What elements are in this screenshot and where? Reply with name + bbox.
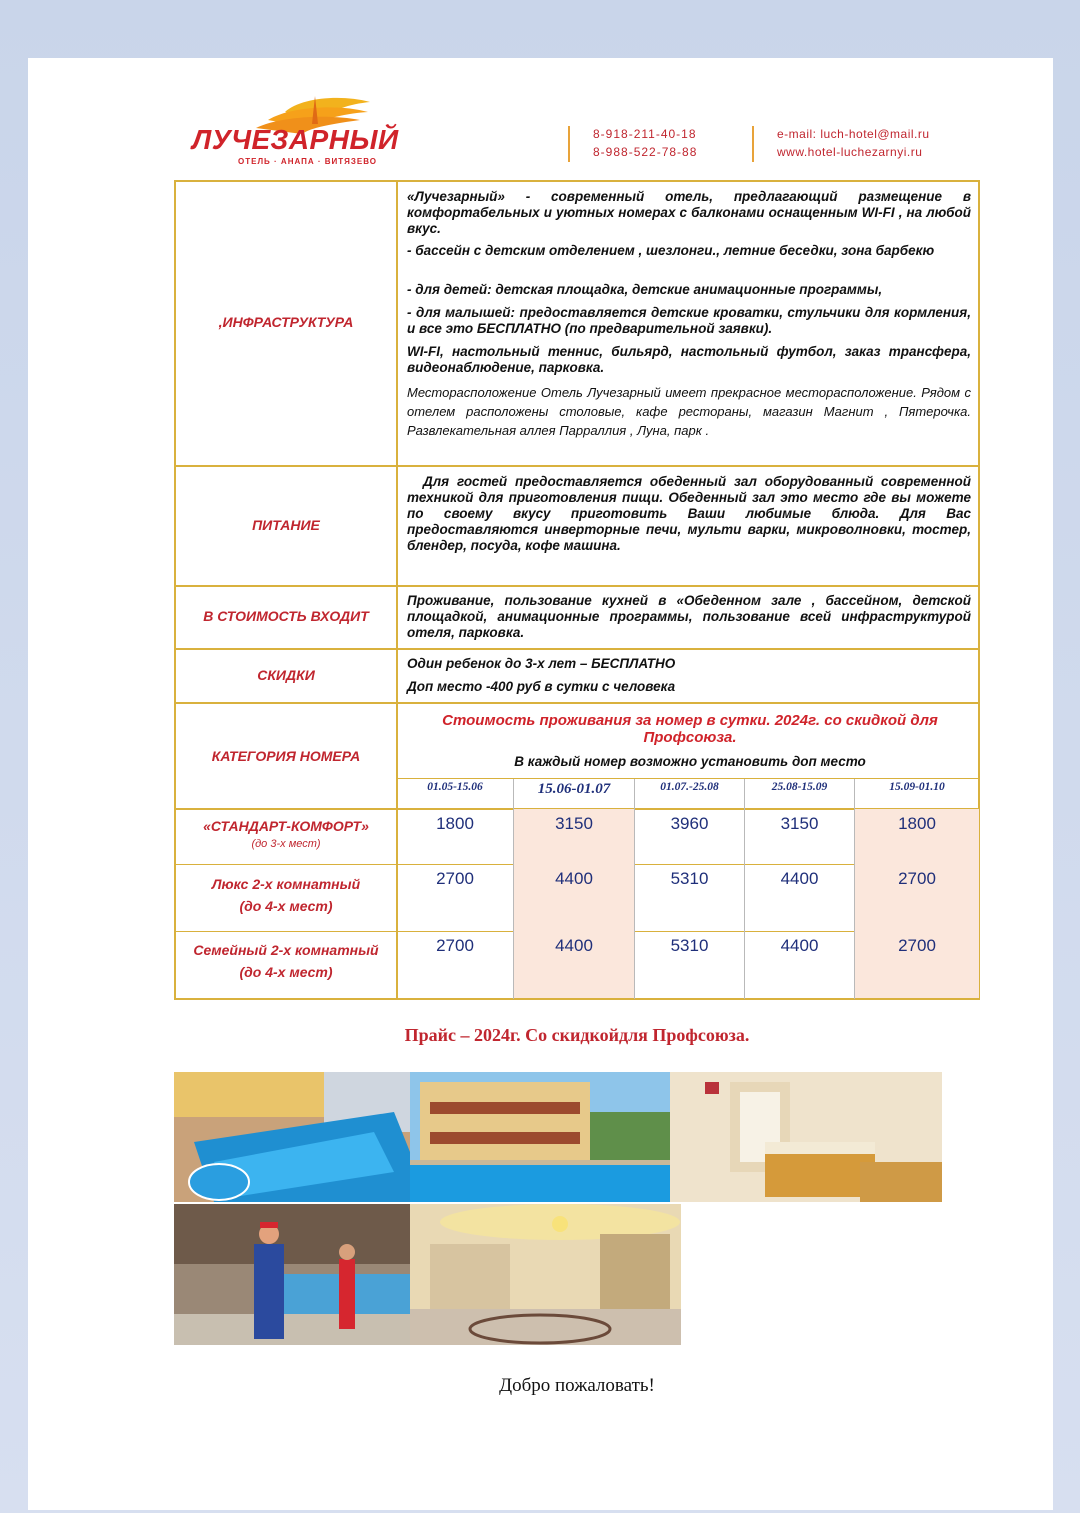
discount-line-2: Доп место -400 руб в сутки с человека [407, 679, 676, 694]
welcome-text: Добро пожаловать! [499, 1375, 655, 1396]
animation-photo [174, 1204, 410, 1345]
pool-photo [174, 1072, 410, 1202]
included-text: Проживание, пользование кухней в «Обеденном зале , бассейном, детской площадкой, анимационные программы, пользование всей инфраструктурой отеля, парковка. [407, 593, 971, 640]
price-cell: 2700 [898, 869, 936, 888]
room-name [176, 818, 396, 850]
season-highlight [514, 809, 634, 998]
brand-name: ЛУЧЕЗАРНЫЙ [192, 124, 399, 155]
price-caption: Прайс – 2024г. Со скидкойдля Профсоюза. [404, 1025, 750, 1045]
room-name [176, 939, 396, 983]
price-cell: 4400 [555, 869, 593, 888]
category-label: КАТЕГОРИЯ НОМЕРА [211, 748, 361, 764]
price-cell: 4400 [555, 936, 593, 955]
row-divider [397, 778, 979, 779]
infra-p5: WI-FI, настольный теннис, бильярд, настольный футбол, заказ трансфера, видеонаблюдение, парковка. [407, 344, 971, 375]
infra-p1: «Лучезарный» - современный отель, предлагающий размещение в комфортабельных и уютных номерах с балконами оснащенным WI-FI , на любой вкус. [407, 189, 971, 236]
infra-p3: - для детей: детская площадка, детские анимационные программы, [407, 282, 883, 297]
period-1: 01.05-15.06 [427, 781, 483, 793]
price-cell: 4400 [780, 869, 819, 888]
room-capacity: (до 4-х мест) [239, 964, 333, 980]
food-label: ПИТАНИЕ [252, 517, 320, 533]
price-cell: 4400 [780, 936, 819, 955]
price-cell: 3150 [780, 814, 819, 833]
website-link[interactable]: www.hotel-luchezarnyi.ru [777, 145, 923, 159]
row-divider [175, 648, 979, 650]
row-divider [175, 465, 979, 467]
period-4: 25.08-15.09 [771, 781, 828, 793]
infra-p2: - бассейн с детским отделением , шезлонги., летние беседки, зона барбекю [407, 243, 935, 258]
price-cell: 1800 [436, 814, 474, 833]
col-divider [854, 779, 855, 999]
discount-line-1: Один ребенок до 3-х лет – БЕСПЛАТНО [407, 656, 676, 671]
period-5: 15.09-01.10 [889, 781, 945, 793]
infra-p4: - для малышей: предоставляется детские кроватки, стульчики для кормления, и все это БЕСПЛАТНО (по предварительной заявки). [407, 305, 971, 336]
price-cell: 5310 [670, 869, 709, 888]
header-divider [752, 126, 754, 162]
price-cell: 3150 [555, 814, 593, 833]
price-heading: Стоимость проживания за номер в сутки. 2024г. со скидкой для Профсоюза. [442, 712, 938, 746]
room-capacity: (до 4-х мест) [239, 898, 333, 914]
phone-numbers [593, 125, 697, 161]
infra-label: ,ИНФРАСТРУКТУРА [218, 314, 354, 330]
price-cell: 2700 [436, 936, 474, 955]
hotel-exterior-photo [410, 1072, 670, 1202]
room-title: Семейный 2-х комнатный [193, 942, 379, 958]
room-capacity: (до 3-х мест) [251, 838, 321, 850]
price-cell: 3960 [670, 814, 709, 833]
room-title: «СТАНДАРТ-КОМФОРТ» [203, 818, 369, 834]
col-divider [634, 779, 635, 999]
price-cell: 1800 [898, 814, 936, 833]
email-link[interactable]: e-mail: luch-hotel@mail.ru [777, 127, 930, 141]
phone-1[interactable]: 8-918-211-40-18 [593, 127, 697, 141]
col-divider [744, 779, 745, 999]
period-2: 15.06-01.07 [537, 781, 611, 797]
price-cell: 2700 [898, 936, 936, 955]
header-divider [568, 126, 570, 162]
included-label: В СТОИМОСТЬ ВХОДИТ [203, 608, 369, 624]
room-name [176, 873, 396, 917]
discounts-label: СКИДКИ [257, 667, 315, 683]
lobby-photo [410, 1204, 681, 1345]
price-note: В каждый номер возможно установить доп место [514, 754, 866, 769]
brand-subtitle: ОТЕЛЬ · АНАПА · ВИТЯЗЕВО [238, 157, 377, 166]
infra-p6: Месторасположение Отель Лучезарный имеет прекрасное месторасположение. Рядом с отелем расположены столовые, кафе рестораны, магазин Магнит , Пятерочка. Развлекательная аллея Парраллия , Луна, парк . [407, 385, 971, 438]
phone-2[interactable]: 8-988-522-78-88 [593, 145, 698, 159]
price-cell: 2700 [436, 869, 474, 888]
hotel-room-photo [670, 1072, 942, 1202]
contacts [777, 125, 930, 161]
season-highlight [855, 809, 979, 998]
row-divider [175, 585, 979, 587]
period-3: 01.07.-25.08 [660, 781, 719, 793]
row-divider [175, 702, 979, 704]
room-title: Люкс 2-х комнатный [211, 876, 361, 892]
price-cell: 5310 [670, 936, 709, 955]
food-text: Для гостей предоставляется обеденный зал оборудованный современной техникой для приготовления пищи. Обеденный зал это место где вы можете по своему вкусу приготовить Ваши любимые блюда. Для Вас предоставляются инверторные печи, мульти варки, микроволновки, тостер, блендер, посуда, кофе машина. [407, 474, 971, 553]
col-divider [513, 779, 514, 999]
